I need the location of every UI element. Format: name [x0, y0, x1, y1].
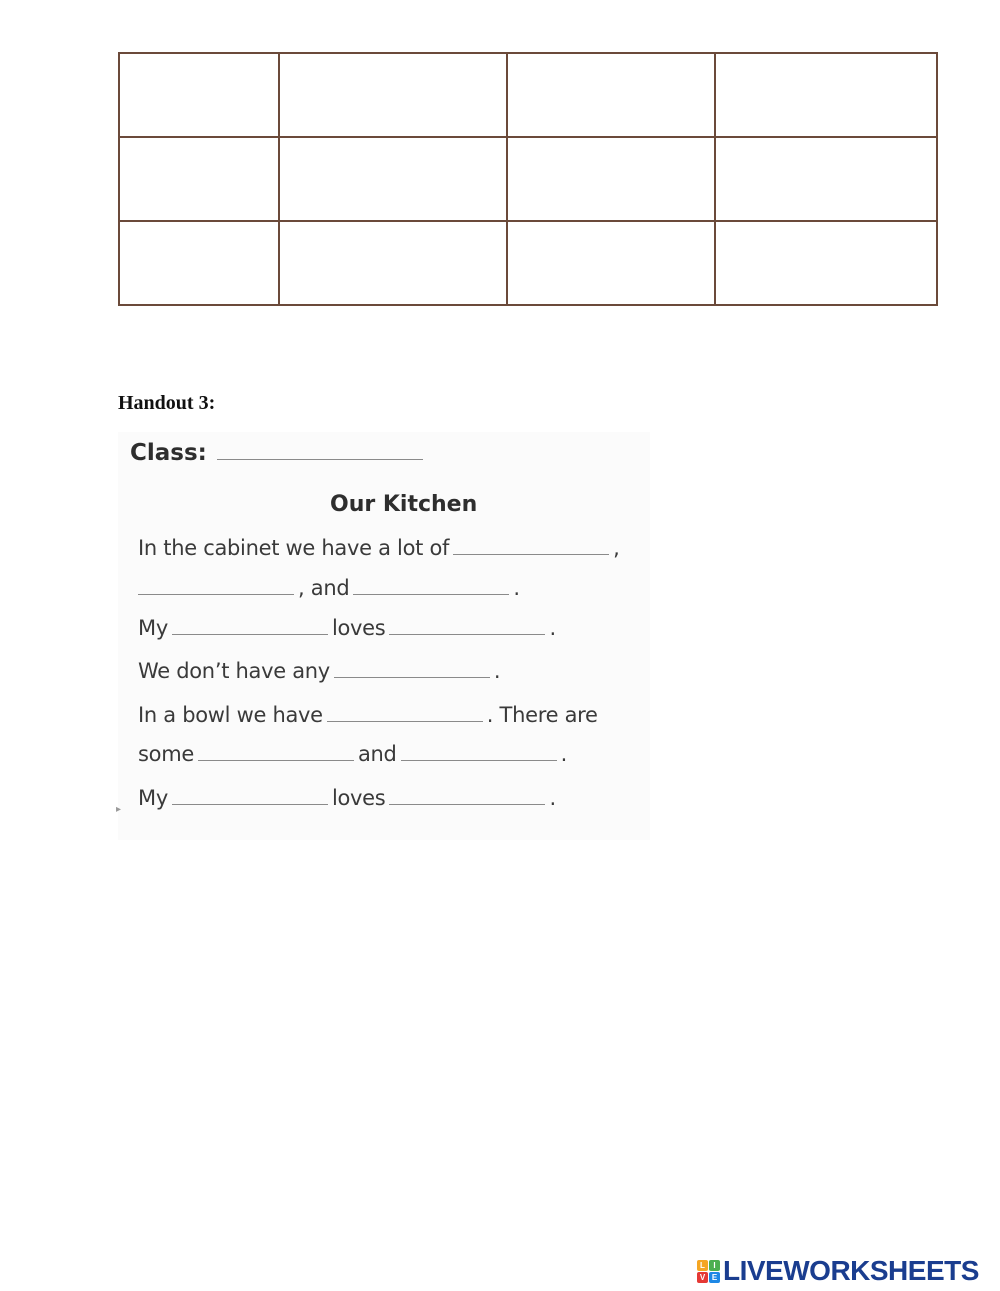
fill-blank: [401, 743, 557, 761]
sentence-text: loves: [331, 786, 386, 810]
fill-blank: [172, 787, 328, 805]
sentence-text: In a bowl we have: [138, 703, 323, 727]
sentence-line-5: [138, 703, 598, 727]
table-row: [119, 221, 937, 305]
table-cell: [507, 137, 715, 221]
table-row: [119, 137, 937, 221]
sentence-text: We don’t have any: [138, 659, 330, 683]
logo-letter: E: [709, 1272, 720, 1283]
logo-letter: I: [709, 1260, 720, 1271]
table-cell: [279, 53, 507, 137]
class-blank: [217, 442, 423, 460]
table-cell: [119, 137, 279, 221]
fill-blank: [198, 743, 354, 761]
sentence-text: .: [513, 576, 520, 600]
sentence-text: ,: [613, 536, 620, 560]
sentence-text: loves: [331, 616, 386, 640]
fill-blank: [327, 704, 483, 722]
fill-blank: [353, 577, 509, 595]
fill-blank: [389, 617, 545, 635]
table-cell: [279, 221, 507, 305]
small-arrow-icon: ▸: [116, 804, 122, 815]
sentence-text: . There are: [486, 703, 598, 727]
sentence-line-1: [138, 536, 619, 560]
table-cell: [507, 53, 715, 137]
sentence-line-3: [138, 616, 556, 640]
logo-text: LIVEWORKSHEETS: [723, 1255, 979, 1286]
fill-blank: [172, 617, 328, 635]
sentence-text: My: [138, 616, 168, 640]
table-cell: [715, 221, 937, 305]
sentence-line-2: [138, 576, 520, 600]
sentence-text: .: [560, 742, 567, 766]
logo-letter: L: [697, 1260, 708, 1271]
sentence-line-7: [138, 786, 556, 810]
table-cell: [119, 221, 279, 305]
worksheet-title: Our Kitchen: [330, 492, 478, 517]
liveworksheets-logo[interactable]: [697, 1256, 979, 1286]
table-cell: [119, 53, 279, 137]
sentence-text: some: [138, 742, 194, 766]
table-row: [119, 53, 937, 137]
sentence-text: In the cabinet we have a lot of: [138, 536, 450, 560]
fill-blank: [334, 660, 490, 678]
sentence-text: My: [138, 786, 168, 810]
class-field: [130, 440, 427, 466]
table-cell: [279, 137, 507, 221]
sentence-text: and: [357, 742, 397, 766]
fill-blank: [389, 787, 545, 805]
worksheet-image: [118, 432, 650, 840]
class-label: Class:: [130, 440, 207, 466]
table-cell: [507, 221, 715, 305]
sentence-text: .: [493, 659, 501, 683]
sentence-text: , and: [298, 576, 350, 600]
sentence-text: .: [549, 786, 556, 810]
table-cell: [715, 137, 937, 221]
sentence-line-4: [138, 659, 500, 683]
fill-blank: [453, 537, 609, 555]
blank-grid-table: [118, 52, 938, 306]
logo-grid-icon: [697, 1260, 720, 1283]
handout-title: Handout 3:: [118, 392, 216, 414]
logo-letter: V: [697, 1272, 708, 1283]
sentence-text: .: [549, 616, 556, 640]
table-cell: [715, 53, 937, 137]
sentence-line-6: [138, 742, 567, 766]
fill-blank: [138, 577, 294, 595]
